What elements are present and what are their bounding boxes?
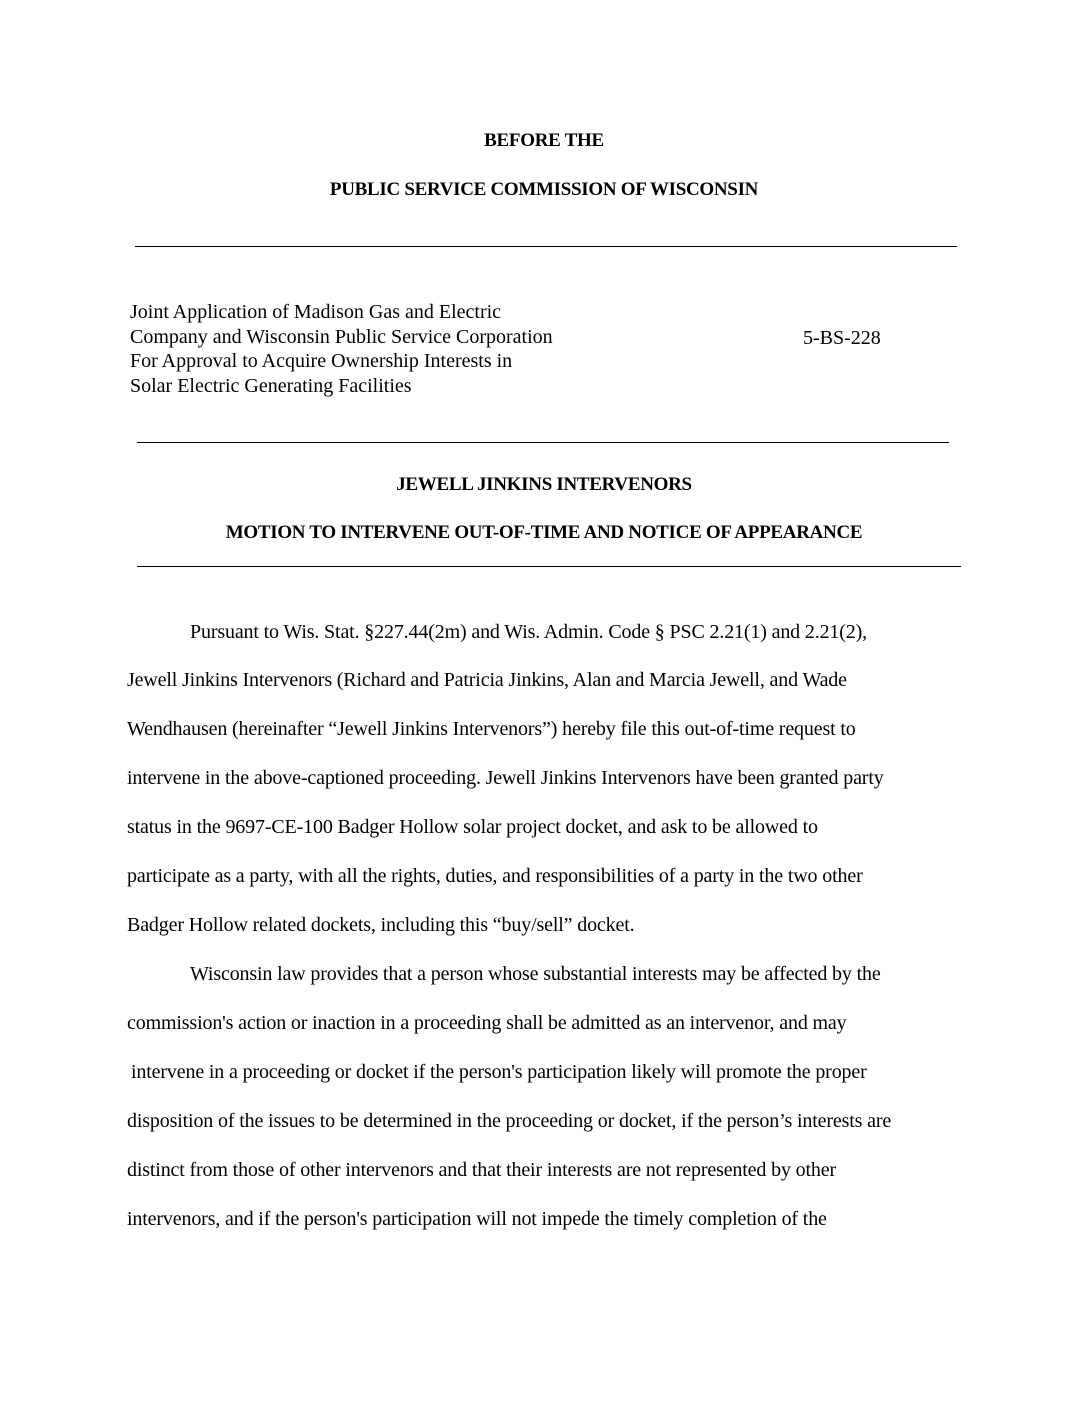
body-line: disposition of the issues to be determined in the proceeding or docket, if the person’s interests are (127, 1110, 892, 1132)
body-line: Jewell Jinkins Intervenors (Richard and Patricia Jinkins, Alan and Marcia Jewell, and Wade (127, 669, 847, 691)
body-line: participate as a party, with all the rights, duties, and responsibilities of a party in the two other (127, 865, 863, 887)
body-line: intervene in a proceeding or docket if the person's participation likely will promote the proper (131, 1061, 867, 1083)
docket-number: 5-BS-228 (803, 327, 881, 349)
caption-line: Solar Electric Generating Facilities (130, 374, 412, 397)
body-line: intervenors, and if the person's participation will not impede the timely completion of the (127, 1208, 827, 1230)
caption-line: Joint Application of Madison Gas and Electric (130, 301, 502, 323)
document-title: JEWELL JINKINS INTERVENORS (396, 474, 692, 495)
document-subtitle: MOTION TO INTERVENE OUT-OF-TIME AND NOTICE OF APPEARANCE (225, 522, 863, 543)
body-line: intervene in the above-captioned proceeding. Jewell Jinkins Intervenors have been granted party (127, 767, 884, 789)
divider-rule-2 (137, 442, 949, 443)
body-line: Pursuant to Wis. Stat. §227.44(2m) and Wis. Admin. Code § PSC 2.21(1) and 2.21(2), (190, 621, 868, 643)
header-before-the: BEFORE THE (484, 130, 604, 151)
body-line: status in the 9697-CE-100 Badger Hollow solar project docket, and ask to be allowed to (127, 816, 818, 838)
header-commission-name: PUBLIC SERVICE COMMISSION OF WISCONSIN (329, 179, 759, 200)
caption-line: Company and Wisconsin Public Service Corporation (130, 325, 553, 348)
body-line: Wendhausen (hereinafter “Jewell Jinkins Intervenors”) hereby file this out-of-time request to (127, 718, 856, 740)
divider-rule-3 (137, 566, 961, 567)
body-line: Badger Hollow related dockets, including this “buy/sell” docket. (127, 914, 635, 936)
divider-rule-1 (135, 246, 957, 247)
body-line: distinct from those of other intervenors and that their interests are not represented by other (127, 1159, 837, 1181)
body-line: Wisconsin law provides that a person whose substantial interests may be affected by the (190, 963, 881, 985)
caption-line: For Approval to Acquire Ownership Interests in (130, 350, 513, 372)
body-line: commission's action or inaction in a proceeding shall be admitted as an intervenor, and may (127, 1012, 847, 1034)
